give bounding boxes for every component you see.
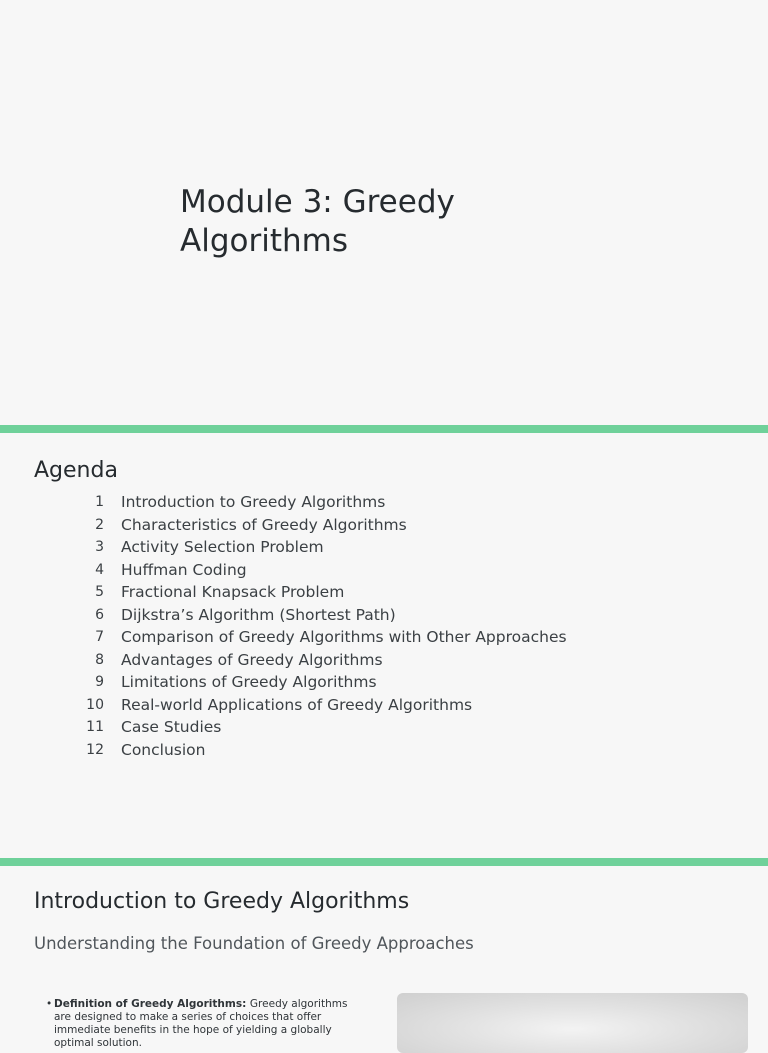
agenda-item	[0, 626, 768, 649]
bullet-content	[54, 998, 352, 1050]
agenda-item-number: 3	[95, 539, 104, 556]
agenda-item	[0, 649, 768, 672]
intro-image	[397, 993, 748, 1053]
agenda-item-label: Dijkstra’s Algorithm (Shortest Path)	[121, 605, 396, 624]
agenda-item-label: Limitations of Greedy Algorithms	[121, 673, 377, 692]
agenda-item-number: 6	[95, 606, 104, 623]
bullet-text: Greedy algorithms are designed to make a series of choices that offer immediate benefits in the hope of yielding a globally optimal solution.	[54, 998, 348, 1049]
agenda-item-label: Case Studies	[121, 718, 222, 737]
agenda-slide	[0, 433, 768, 858]
agenda-item	[0, 514, 768, 537]
agenda-item-label: Introduction to Greedy Algorithms	[121, 493, 386, 512]
agenda-item	[0, 536, 768, 559]
bullet-marker: •	[46, 998, 53, 1010]
agenda-item-label: Advantages of Greedy Algorithms	[121, 650, 383, 669]
intro-subtitle: Understanding the Foundation of Greedy Approaches	[34, 934, 474, 953]
slide-title: Module 3: Greedy Algorithms	[180, 184, 455, 259]
intro-heading: Introduction to Greedy Algorithms	[34, 889, 410, 914]
agenda-item	[0, 491, 768, 514]
agenda-item	[0, 671, 768, 694]
agenda-item	[0, 559, 768, 582]
definition-bullet	[46, 998, 352, 1050]
agenda-item-label: Fractional Knapsack Problem	[121, 583, 345, 602]
agenda-item-label: Conclusion	[121, 740, 206, 759]
agenda-item-number: 7	[95, 629, 104, 646]
agenda-heading: Agenda	[34, 458, 118, 483]
agenda-item	[0, 604, 768, 627]
agenda-list	[0, 491, 768, 761]
agenda-item-label: Characteristics of Greedy Algorithms	[121, 515, 407, 534]
agenda-item-number: 11	[86, 719, 104, 736]
agenda-item	[0, 739, 768, 762]
title-slide	[0, 0, 768, 425]
agenda-item-number: 2	[95, 516, 104, 533]
slide-divider	[0, 858, 768, 866]
intro-slide	[0, 866, 768, 1049]
bullet-title: Definition of Greedy Algorithms:	[54, 998, 250, 1010]
agenda-item-label: Real-world Applications of Greedy Algorithms	[121, 695, 473, 714]
agenda-item-number: 12	[86, 741, 104, 758]
agenda-item-label: Huffman Coding	[121, 560, 247, 579]
agenda-item	[0, 694, 768, 717]
agenda-item-label: Comparison of Greedy Algorithms with Other Approaches	[121, 628, 567, 647]
slide-divider	[0, 425, 768, 433]
agenda-item-number: 5	[95, 584, 104, 601]
agenda-item-number: 9	[95, 674, 104, 691]
agenda-item-number: 8	[95, 651, 104, 668]
agenda-item	[0, 716, 768, 739]
agenda-item-number: 1	[95, 494, 104, 511]
agenda-item-label: Activity Selection Problem	[121, 538, 324, 557]
agenda-item	[0, 581, 768, 604]
agenda-item-number: 10	[86, 696, 104, 713]
agenda-item-number: 4	[95, 561, 104, 578]
